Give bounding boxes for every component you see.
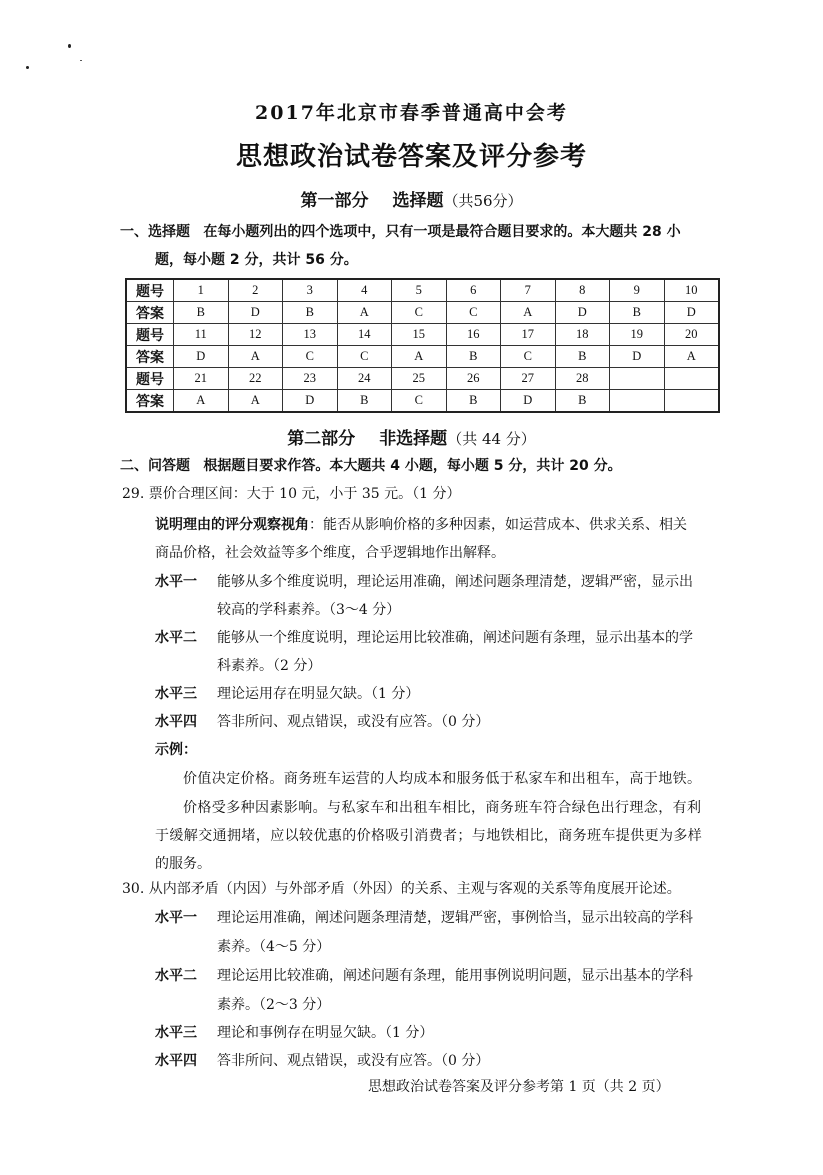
page-footer: 思想政治试卷答案及评分参考第 1 页（共 2 页） (368, 1079, 670, 1095)
question-number-cell: 27 (501, 368, 556, 390)
answer-cell: D (501, 390, 556, 413)
part2-heading (0, 424, 823, 449)
part2-score: （共 44 分） (447, 430, 536, 448)
question-number-cell: 3 (283, 279, 338, 302)
question-number-cell: 9 (610, 279, 665, 302)
answer-cell: B (174, 302, 229, 324)
answer-cell: B (283, 302, 338, 324)
q30-level-4 (155, 1051, 489, 1071)
level-text: 理论运用存在明显欠缺。（1 分） (217, 686, 420, 702)
answer-cell: B (446, 346, 501, 368)
question-number-cell: 8 (555, 279, 610, 302)
question-number-cell (610, 368, 665, 390)
question-number-cell (664, 368, 719, 390)
q29-level-4 (155, 712, 489, 732)
answer-cell: B (446, 390, 501, 413)
answer-cell: A (501, 302, 556, 324)
question-number-cell: 16 (446, 324, 501, 346)
question-number-cell: 4 (337, 279, 392, 302)
question-number-cell: 21 (174, 368, 229, 390)
answer-cell: A (337, 302, 392, 324)
level-label: 水平一 (155, 910, 197, 926)
answer-row (126, 302, 719, 324)
answer-cell: B (337, 390, 392, 413)
q29-level-3 (155, 684, 419, 704)
q29-level-2 (155, 628, 693, 648)
question-number-cell: 19 (610, 324, 665, 346)
answer-cell: B (555, 346, 610, 368)
q29-criteria-text: ：能否从影响价格的多种因素，如运营成本、供求关系、相关 (309, 517, 687, 533)
answer-cell: B (555, 390, 610, 413)
part2-label: 第二部分 (287, 429, 356, 449)
q29-example-label: 示例： (155, 742, 197, 758)
question-number-cell: 22 (228, 368, 283, 390)
q29-criteria-label: 说明理由的评分观察视角 (155, 517, 309, 533)
q29-stem: 29. 票价合理区间：大于 10 元，小于 35 元。（1 分） (122, 486, 461, 502)
answer-cell: A (392, 346, 447, 368)
part2-instruction-text: 根据题目要求作答。本大题共 4 小题，每小题 5 分，共计 20 分。 (203, 458, 622, 474)
question-number-cell: 7 (501, 279, 556, 302)
q30-level-3 (155, 1023, 433, 1043)
question-number-cell: 2 (228, 279, 283, 302)
question-row-label: 题号 (126, 324, 174, 346)
question-number-cell: 24 (337, 368, 392, 390)
level-label: 水平三 (155, 686, 197, 702)
part2-type: 非选择题 (379, 429, 448, 449)
level-label: 水平二 (155, 630, 197, 646)
answer-cell: C (392, 302, 447, 324)
level-text: 答非所问、观点错误，或没有应答。（0 分） (217, 714, 490, 730)
part1-label: 第一部分 (300, 191, 369, 211)
answer-table (125, 278, 720, 413)
level-label: 水平四 (155, 1053, 197, 1069)
question-number-cell: 17 (501, 324, 556, 346)
part1-instruction (120, 222, 681, 242)
part1-instruction-text: 在每小题列出的四个选项中，只有一项是最符合题目要求的。本大题共 28 小 (203, 224, 681, 240)
q29-example-p2-line2: 于缓解交通拥堵，应以较优惠的价格吸引消费者；与地铁相比，商务班车提供更为多样 (155, 828, 703, 844)
part1-instruction-cont: 题，每小题 2 分，共计 56 分。 (155, 252, 358, 268)
q30-level-2-cont: 素养。（2～3 分） (217, 997, 331, 1013)
q30-level-2 (155, 966, 693, 986)
document-title: 思想政治试卷答案及评分参考 (235, 142, 587, 172)
level-label: 水平一 (155, 574, 197, 590)
part1-heading (0, 186, 823, 211)
question-number-cell: 18 (555, 324, 610, 346)
question-number-cell: 6 (446, 279, 501, 302)
question-number-cell: 23 (283, 368, 338, 390)
q29-example-p2-line3: 的服务。 (155, 856, 211, 872)
part2-instruction-label: 二、问答题 (120, 458, 190, 474)
level-text: 能够从多个维度说明，理论运用准确，阐述问题条理清楚，逻辑严密，显示出 (217, 574, 693, 590)
answer-cell: C (337, 346, 392, 368)
q29-level-1 (155, 572, 693, 592)
question-number-cell: 14 (337, 324, 392, 346)
q29-level-1-cont: 较高的学科素养。（3～4 分） (217, 602, 401, 618)
scan-speck (68, 44, 71, 48)
q29-level-2-cont: 科素养。（2 分） (217, 658, 322, 674)
q30-stem: 30. 从内部矛盾（内因）与外部矛盾（外因）的关系、主观与客观的关系等角度展开论述。 (122, 881, 681, 897)
q29-example-p1: 价值决定价格。商务班车运营的人均成本和服务低于私家车和出租车，高于地铁。 (183, 771, 702, 787)
answer-row-label: 答案 (126, 390, 174, 413)
part1-type: 选择题 (392, 191, 444, 211)
answer-row-label: 答案 (126, 346, 174, 368)
part2-instruction (120, 456, 622, 476)
level-text: 答非所问、观点错误，或没有应答。（0 分） (217, 1053, 490, 1069)
answer-cell: D (283, 390, 338, 413)
answer-cell: B (610, 302, 665, 324)
q30-level-1 (155, 908, 693, 928)
question-number-cell: 1 (174, 279, 229, 302)
answer-cell: D (555, 302, 610, 324)
question-number-cell: 10 (664, 279, 719, 302)
exam-title: 2017年北京市春季普通高中会考 (255, 102, 568, 124)
question-number-cell: 11 (174, 324, 229, 346)
level-text: 理论和事例存在明显欠缺。（1 分） (217, 1025, 434, 1041)
question-number-cell: 28 (555, 368, 610, 390)
answer-row (126, 346, 719, 368)
scan-speck (80, 60, 82, 61)
level-label: 水平四 (155, 714, 197, 730)
answer-cell: C (501, 346, 556, 368)
question-number-cell: 25 (392, 368, 447, 390)
answer-cell: C (392, 390, 447, 413)
question-row (126, 368, 719, 390)
answer-cell: C (446, 302, 501, 324)
answer-cell: D (610, 346, 665, 368)
question-number-cell: 15 (392, 324, 447, 346)
q29-criteria (155, 515, 687, 535)
level-label: 水平三 (155, 1025, 197, 1041)
q29-criteria-cont: 商品价格，社会效益等多个维度，合乎逻辑地作出解释。 (155, 545, 505, 561)
question-row-label: 题号 (126, 368, 174, 390)
answer-cell (664, 390, 719, 413)
answer-cell: A (664, 346, 719, 368)
answer-cell: D (228, 302, 283, 324)
answer-cell: C (283, 346, 338, 368)
scan-speck (26, 66, 29, 69)
answer-cell: A (228, 346, 283, 368)
answer-cell: D (174, 346, 229, 368)
question-number-cell: 20 (664, 324, 719, 346)
question-row-label: 题号 (126, 279, 174, 302)
question-row (126, 279, 719, 302)
question-number-cell: 26 (446, 368, 501, 390)
question-number-cell: 12 (228, 324, 283, 346)
answer-cell: A (228, 390, 283, 413)
part1-score: （共56分） (443, 192, 523, 210)
q30-level-1-cont: 素养。（4～5 分） (217, 939, 331, 955)
part1-instruction-label: 一、选择题 (120, 224, 190, 240)
q29-example-p2-line1: 价格受多种因素影响。与私家车和出租车相比，商务班车符合绿色出行理念，有利 (183, 800, 702, 816)
level-label: 水平二 (155, 968, 197, 984)
level-text: 能够从一个维度说明，理论运用比较准确，阐述问题有条理，显示出基本的学 (217, 630, 693, 646)
question-number-cell: 13 (283, 324, 338, 346)
level-text: 理论运用比较准确，阐述问题有条理，能用事例说明问题，显示出基本的学科 (217, 968, 693, 984)
question-row (126, 324, 719, 346)
answer-cell: A (174, 390, 229, 413)
answer-row-label: 答案 (126, 302, 174, 324)
answer-cell: D (664, 302, 719, 324)
answer-cell (610, 390, 665, 413)
level-text: 理论运用准确，阐述问题条理清楚，逻辑严密，事例恰当，显示出较高的学科 (217, 910, 693, 926)
answer-row (126, 390, 719, 413)
question-number-cell: 5 (392, 279, 447, 302)
